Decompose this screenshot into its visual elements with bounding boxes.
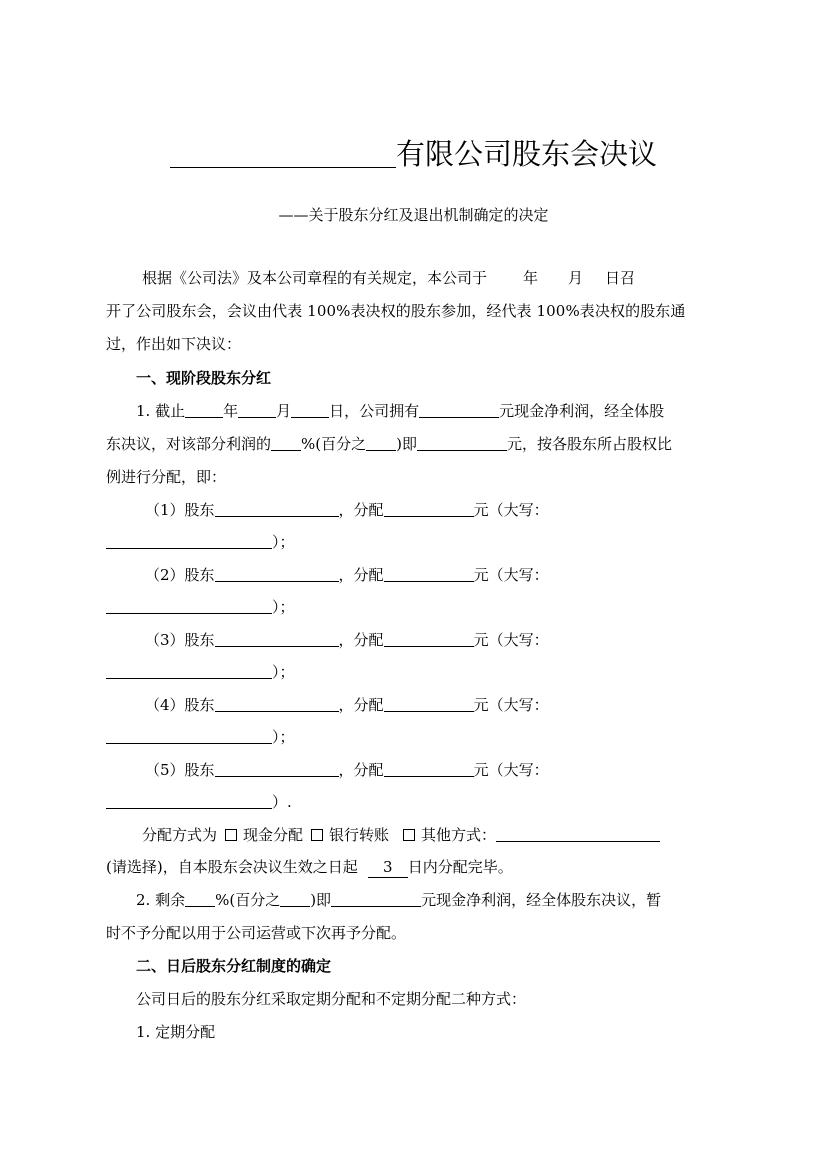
intro-month: 月: [568, 269, 584, 287]
section-2-paragraph: 公司日后的股东分红采取定期分配和不定期分配二种方式：: [136, 990, 527, 1008]
intro-year: 年: [523, 269, 539, 287]
allocation-amount-blank[interactable]: [384, 631, 474, 647]
cash-checkbox[interactable]: [225, 829, 237, 841]
shareholder-row: （4）股东 ，分配 元（大写：: [145, 696, 549, 714]
shareholder-row: （3）股东 ，分配 元（大写：: [145, 631, 549, 649]
shareholder-row: （5）股东 ，分配 元（大写：: [145, 761, 549, 779]
bank-transfer-checkbox[interactable]: [311, 829, 323, 841]
shareholder-row-cont: ）；: [106, 662, 295, 682]
section-1-heading: 一、现阶段股东分红: [136, 369, 272, 387]
cutoff-day-blank[interactable]: [291, 402, 329, 418]
shareholder-name-blank[interactable]: [215, 696, 339, 712]
intro-day: 日召: [605, 269, 636, 287]
s1-p1-line-2: 东决议，对该部分利润的 %(百分之 )即 元，按各股东所占股权比: [106, 435, 672, 453]
allocation-amount-blank[interactable]: [384, 501, 474, 517]
amount-in-words-blank[interactable]: [106, 793, 272, 809]
net-profit-blank[interactable]: [419, 402, 499, 418]
shareholder-name-blank[interactable]: [215, 566, 339, 582]
company-name-blank[interactable]: [170, 138, 396, 168]
remaining-percent-words-blank[interactable]: [280, 891, 310, 907]
amount-in-words-blank[interactable]: [106, 598, 272, 614]
s1-p1-line-3: 例进行分配，即：: [106, 468, 227, 486]
document-title: [0, 132, 827, 173]
section-2-heading: 二、日后股东分红制度的确定: [136, 957, 332, 975]
allocation-amount-blank[interactable]: [384, 696, 474, 712]
amount-in-words-blank[interactable]: [106, 663, 272, 679]
shareholder-name-blank[interactable]: [215, 761, 339, 777]
distribution-method-row: 分配方式为 现金分配 银行转账 其他方式：: [142, 825, 660, 845]
shareholder-row: （1）股东 ，分配 元（大写：: [145, 501, 549, 519]
amount-in-words-blank[interactable]: [106, 728, 272, 744]
distribute-amount-blank[interactable]: [417, 435, 507, 451]
shareholder-row-cont: ）；: [106, 727, 295, 747]
remaining-amount-blank[interactable]: [331, 891, 421, 907]
percent-words-blank[interactable]: [366, 435, 396, 451]
s1-p1-line-1: 1. 截止 年 月 日，公司拥有 元现金净利润，经全体股: [136, 402, 665, 420]
title-text: 有限公司股东会决议: [395, 137, 657, 171]
amount-in-words-blank[interactable]: [106, 533, 272, 549]
shareholder-row-cont: ）.: [106, 792, 292, 812]
allocation-amount-blank[interactable]: [384, 761, 474, 777]
intro-line-1: 根据《公司法》及本公司章程的有关规定，本公司于 年 月 日召: [142, 269, 636, 287]
section-2-item-1: 1. 定期分配: [136, 1023, 216, 1041]
cutoff-month-blank[interactable]: [238, 402, 276, 418]
shareholder-row-cont: ）；: [106, 597, 295, 617]
allocation-amount-blank[interactable]: [384, 566, 474, 582]
shareholder-name-blank[interactable]: [215, 501, 339, 517]
shareholder-row: （2）股东 ，分配 元（大写：: [145, 566, 549, 584]
cutoff-year-blank[interactable]: [185, 402, 223, 418]
intro-line-2: 开了公司股东会，会议由代表 100%表决权的股东参加，经代表 100%表决权的股东通: [106, 302, 686, 320]
shareholder-row-cont: ）；: [106, 532, 295, 552]
s1-p2-line-2: 时不予分配以用于公司运营或下次再予分配。: [106, 924, 407, 942]
intro-line-3: 过，作出如下决议：: [106, 335, 242, 353]
subtitle: ——关于股东分红及退出机制确定的决定: [278, 206, 549, 224]
shareholder-name-blank[interactable]: [215, 631, 339, 647]
distribution-deadline-row: (请选择)，自本股东会决议生效之日起 3 日内分配完毕。: [106, 858, 513, 876]
remaining-percent-blank[interactable]: [185, 891, 215, 907]
other-method-checkbox[interactable]: [403, 829, 415, 841]
days-value: 3: [368, 857, 408, 878]
other-method-blank[interactable]: [496, 826, 660, 842]
s1-p2-line-1: 2. 剩余 %(百分之 )即 元现金净利润，经全体股东决议，暂: [136, 891, 662, 909]
percent-blank[interactable]: [271, 435, 301, 451]
